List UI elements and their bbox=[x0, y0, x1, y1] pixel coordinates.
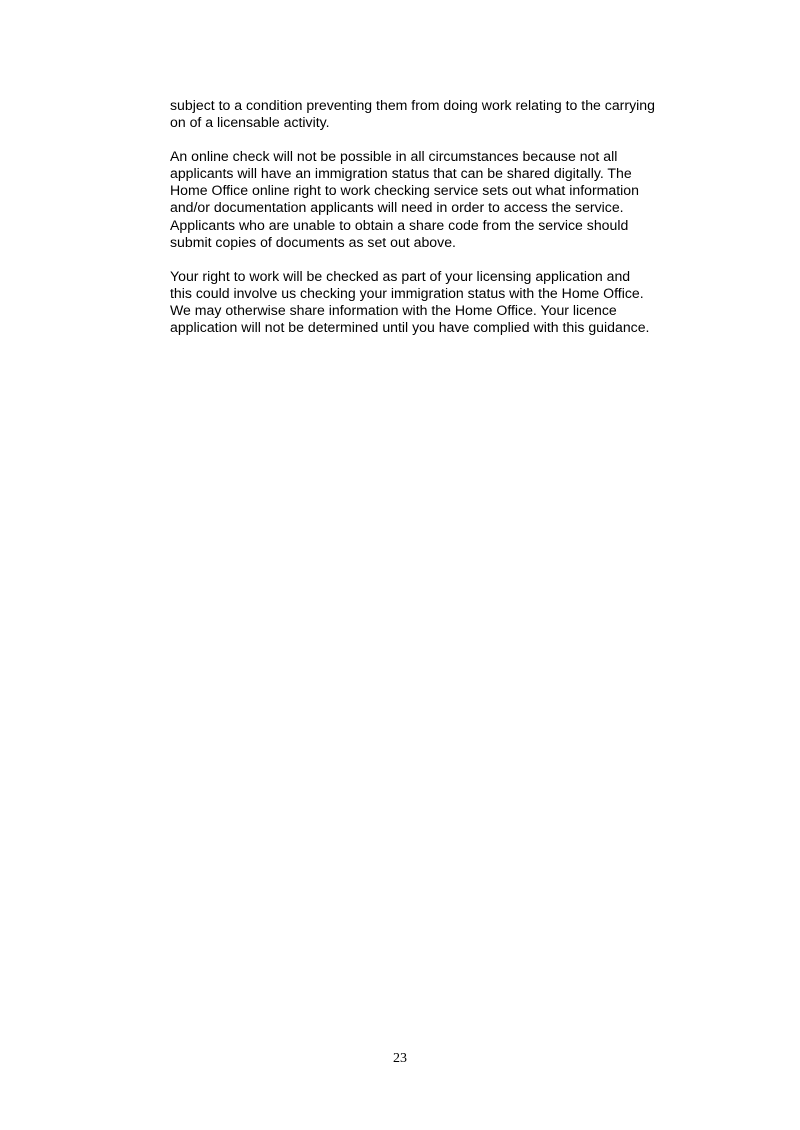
text-line: Applicants who are unable to obtain a share code from the service should bbox=[170, 216, 629, 233]
paragraph-online-check bbox=[170, 148, 690, 251]
text-line: and/or documentation applicants will need in order to access the service. bbox=[170, 199, 624, 216]
paragraph-right-to-work bbox=[170, 268, 690, 336]
text-line: application will not be determined until you have complied with this guidance. bbox=[170, 319, 650, 336]
text-line: We may otherwise share information with the Home Office. Your licence bbox=[170, 301, 617, 318]
text-line: An online check will not be possible in all circumstances because not all bbox=[170, 148, 618, 165]
text-line: Your right to work will be checked as part of your licensing application and bbox=[170, 267, 631, 284]
text-line: this could involve us checking your immigration status with the Home Office. bbox=[170, 284, 644, 301]
text-line: Home Office online right to work checking service sets out what information bbox=[170, 182, 639, 199]
text-line: submit copies of documents as set out above. bbox=[170, 233, 456, 250]
text-line: on of a licensable activity. bbox=[170, 114, 330, 131]
text-line: subject to a condition preventing them from doing work relating to the carrying bbox=[170, 97, 655, 113]
page-number: 23 bbox=[393, 1051, 407, 1066]
paragraph-condition bbox=[170, 97, 690, 131]
body-text bbox=[170, 97, 690, 353]
text-line: applicants will have an immigration status that can be shared digitally. The bbox=[170, 165, 632, 182]
